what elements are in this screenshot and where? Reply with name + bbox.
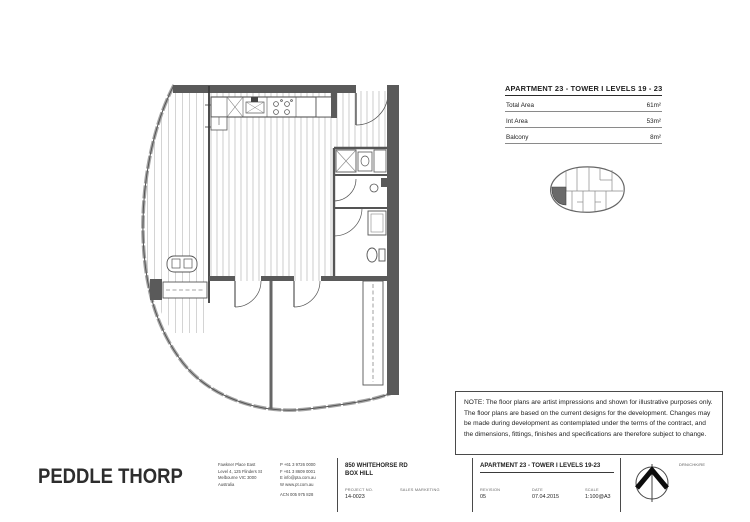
area-value: 8m²: [650, 134, 661, 141]
divider: [620, 458, 621, 512]
basin: [370, 184, 378, 192]
planter: [150, 279, 162, 300]
north-arrow-icon: [630, 461, 674, 505]
scale-value: 1:100@A3: [585, 493, 611, 500]
contact-line: W www.pt.com.au: [280, 481, 314, 487]
project-no-field: [345, 487, 373, 500]
date-label: DATE: [532, 487, 543, 492]
vanity-basin: [358, 152, 372, 171]
revision-label: REVISION: [480, 487, 501, 492]
contact-line: P +61 3 9726 0000: [280, 462, 316, 467]
contact-line: F +61 3 8609 0001: [280, 468, 316, 474]
divider: [337, 458, 338, 512]
bedroom2-door: [294, 281, 320, 307]
area-label: Int Area: [506, 118, 528, 125]
balcony-table: [167, 256, 197, 272]
address-line: Fawkner Place East: [218, 462, 256, 467]
project-address: [345, 462, 408, 478]
project-no-label: PROJECT NO.: [345, 487, 374, 492]
divider: [472, 458, 473, 512]
project-address-line1: 850 WHITEHORSE RD: [345, 463, 408, 469]
address-line: Melbourne VIC 3000: [218, 475, 257, 480]
revision-field: [480, 487, 500, 500]
table-row: [505, 128, 662, 144]
area-value: 53m²: [646, 118, 661, 125]
office-contact: [280, 462, 316, 499]
note-text: NOTE: The floor plans are artist impressions and shown for illustrative purposes only. The floor plans are based on the current designs for the development. Changes may be made during development as contemplated under the terms of the contract, and the dimensions, fittings, finishes and specifications are therefore subject to change.: [464, 399, 713, 439]
office-address: [218, 462, 262, 488]
shower: [336, 150, 356, 172]
address-line: Level 4, 125 Flinders St: [218, 468, 262, 474]
keyplan-thumbnail: [537, 160, 632, 220]
acn-line: ACN 005 975 828: [280, 492, 314, 497]
bench-end-wall: [331, 93, 337, 118]
drawing-title: APARTMENT 23 - TOWER I LEVELS 19-23: [480, 462, 614, 473]
area-table: [505, 84, 662, 144]
floor-plan-drawing: [130, 75, 430, 420]
revision-value: 05: [480, 493, 486, 500]
dishwasher: [211, 117, 227, 130]
right-wall: [387, 85, 399, 395]
date-value: 07.04.2015: [532, 493, 559, 500]
title-block: [0, 456, 750, 516]
table-row: [505, 96, 662, 112]
project-address-line2: BOX HILL: [345, 471, 373, 478]
date-field: [532, 487, 559, 500]
sales-field: [400, 487, 440, 492]
compass-note: DRN/CHK/RE: [679, 462, 706, 467]
peddle-thorp-logo: PEDDLE THORP: [38, 465, 183, 488]
toilet: [367, 248, 385, 262]
scale-field: [585, 487, 611, 500]
area-table-title: APARTMENT 23 - TOWER I LEVELS 19 - 23: [505, 84, 662, 96]
washing-machine: [368, 211, 386, 235]
sales-label: SALES MARKETING: [400, 487, 440, 492]
bathroom-cluster: [334, 148, 387, 281]
wardrobe: [363, 281, 383, 385]
bathroom-door: [334, 179, 356, 201]
laundry-door: [334, 208, 362, 236]
table-row: [505, 112, 662, 128]
project-no-value: 14-0023: [345, 493, 365, 500]
keyplan-highlighted-unit: [552, 187, 566, 205]
bedroom-divider-wall: [270, 281, 273, 409]
balcony-bench: [163, 282, 207, 298]
top-wall: [173, 85, 356, 93]
area-label: Total Area: [506, 102, 535, 109]
fridge: [316, 97, 333, 117]
wall-nib-1: [381, 178, 387, 187]
area-label: Balcony: [506, 134, 529, 141]
scale-label: SCALE: [585, 487, 599, 492]
bedroom1-door: [235, 281, 261, 307]
contact-line: E info@pta.com.au: [280, 475, 316, 480]
note-box: [455, 391, 723, 455]
bathroom-cabinet: [374, 150, 386, 172]
address-line: Australia: [218, 481, 235, 487]
area-value: 61m²: [646, 102, 661, 109]
